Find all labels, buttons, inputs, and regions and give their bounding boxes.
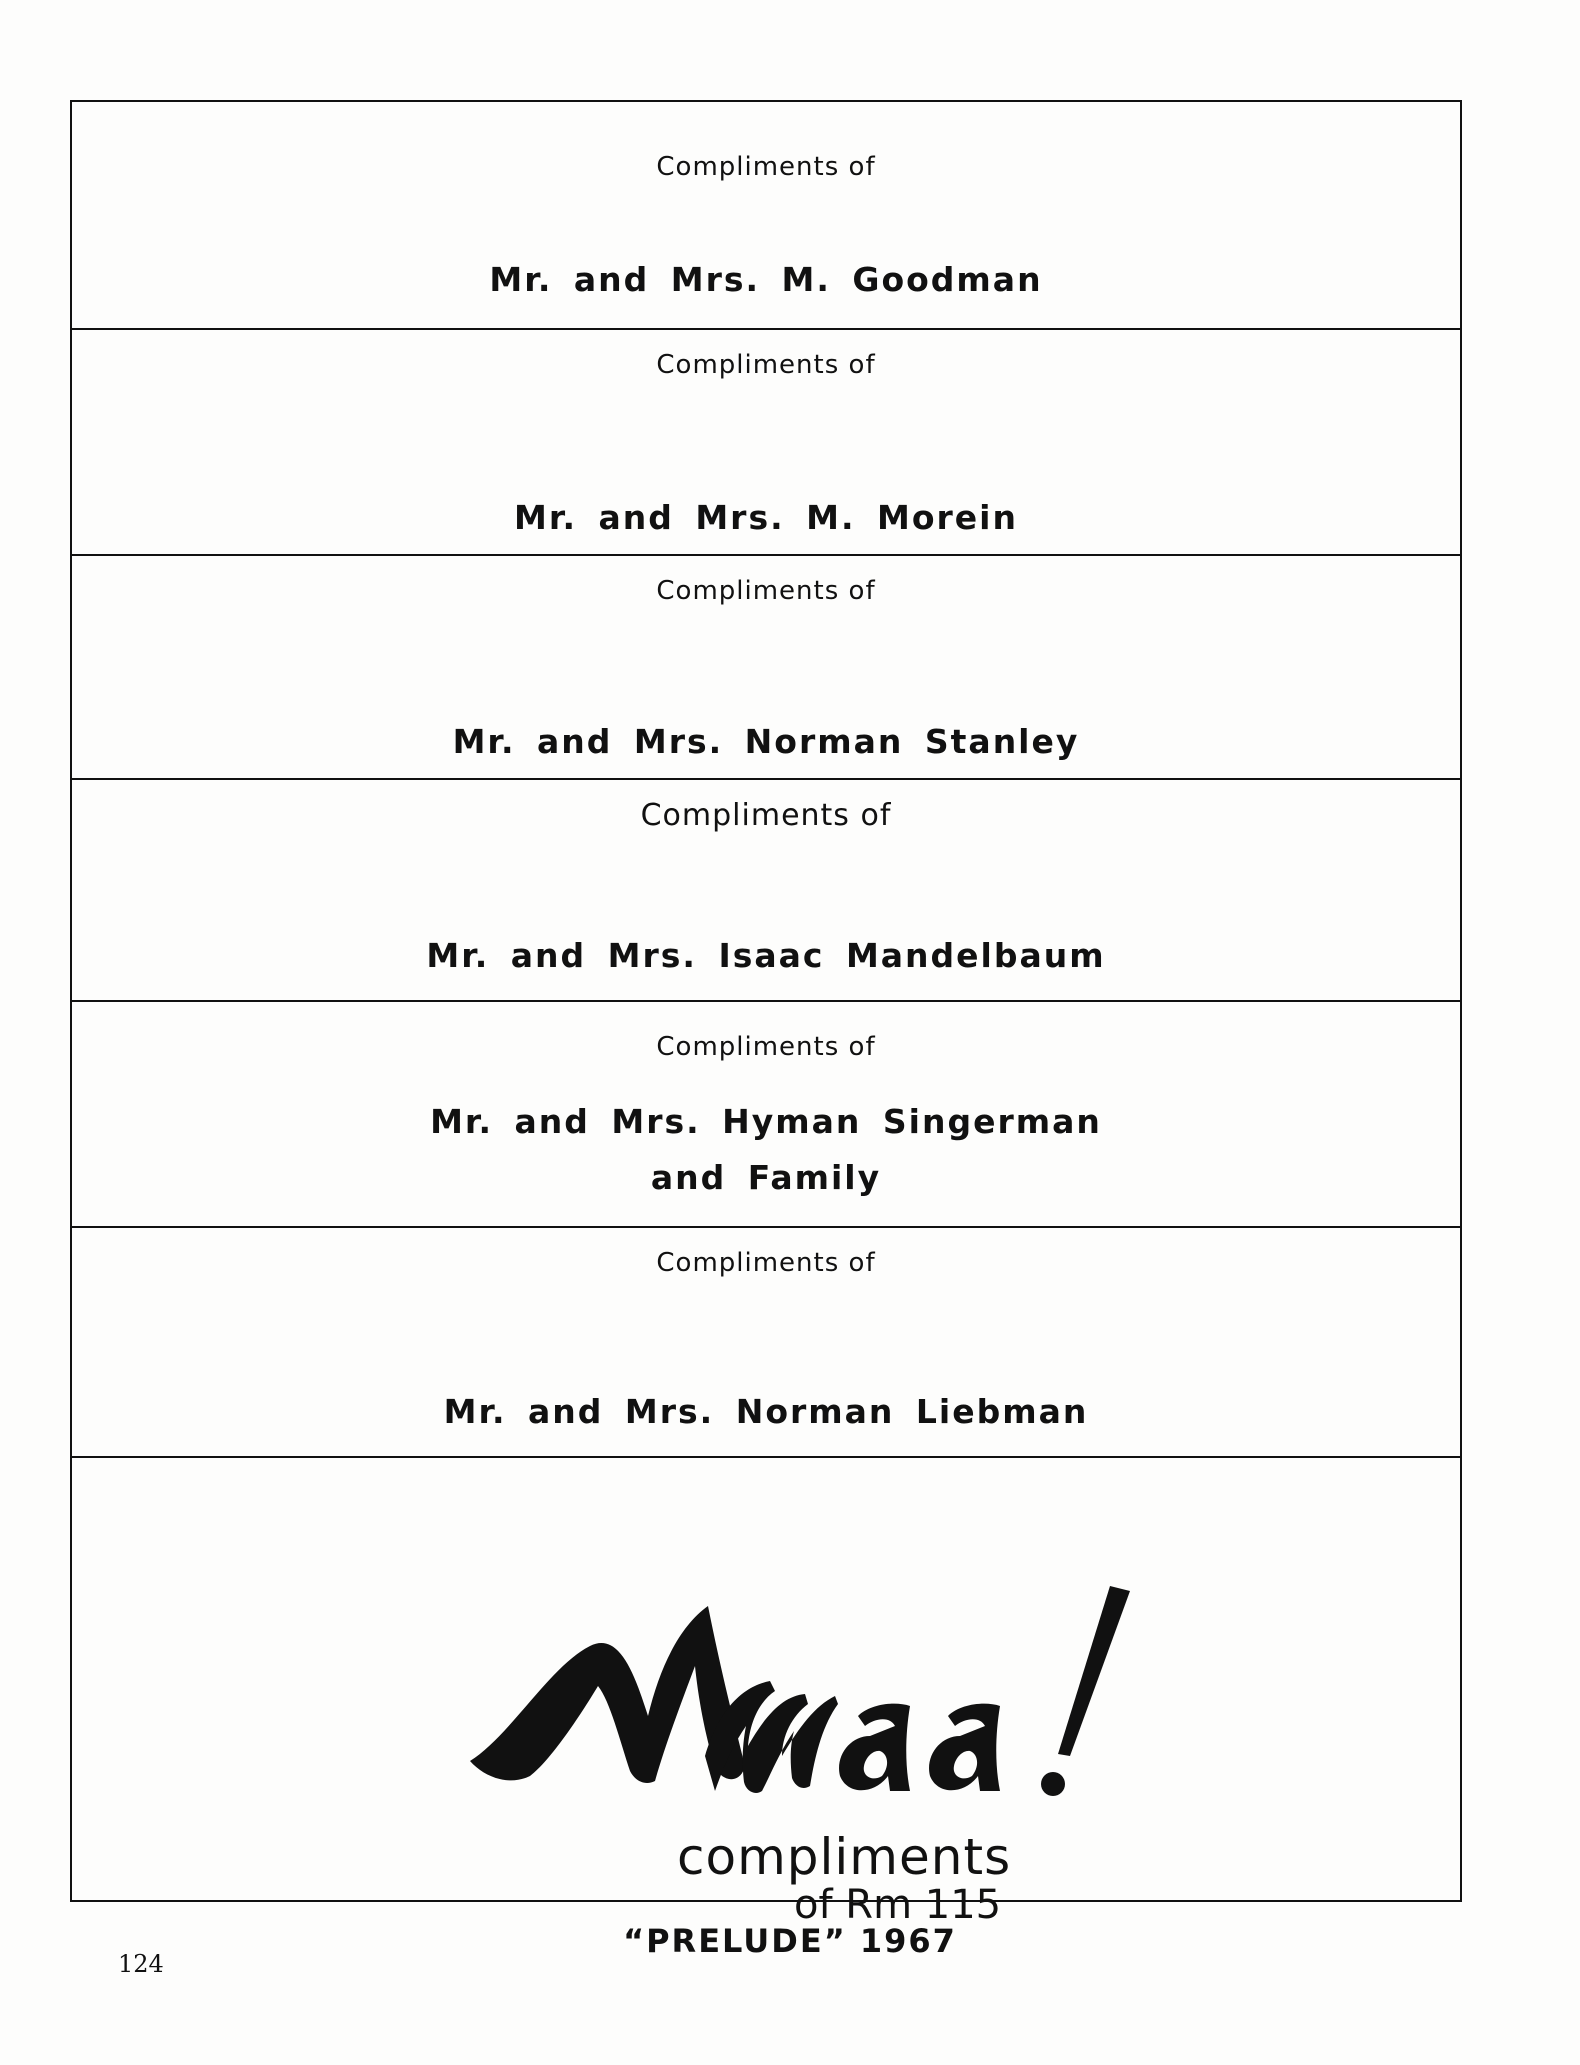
patron-name: Mr. and Mrs. Hyman Singerman (430, 1102, 1102, 1141)
ad-page-frame (70, 100, 1462, 1928)
compliments-label: Compliments of (656, 1248, 876, 1278)
rm115-ad (72, 1458, 1460, 1928)
ad-block-liebman (72, 1228, 1460, 1458)
ad-block-mandelbaum (72, 780, 1460, 1002)
patron-name: Mr. and Mrs. Norman Liebman (443, 1392, 1089, 1431)
page-number: 124 (118, 1950, 164, 1978)
patron-name: Mr. and Mrs. Isaac Mandelbaum (426, 936, 1106, 975)
patron-name: Mr. and Mrs. M. Goodman (489, 260, 1043, 299)
compliments-label: Compliments of (656, 576, 876, 606)
patron-name: Mr. and Mrs. M. Morein (514, 498, 1018, 537)
compliments-label: Compliments of (656, 1032, 876, 1062)
ad-handwritten-line1: compliments (677, 1828, 1012, 1886)
compliments-label: Compliments of (640, 798, 892, 833)
compliments-label: Compliments of (656, 152, 876, 182)
yearbook-footer-title: “PRELUDE” 1967 (623, 1922, 957, 1960)
mwaa-logo-icon (470, 1586, 1130, 1806)
ad-handwritten-line2: of Rm 115 (794, 1882, 1002, 1928)
patron-name-line2: and Family (650, 1158, 882, 1197)
ad-block-morein (72, 330, 1460, 556)
ad-block-stanley (72, 556, 1460, 780)
ad-block-singerman (72, 1002, 1460, 1228)
ad-block-goodman (72, 102, 1460, 330)
compliments-label: Compliments of (656, 350, 876, 380)
patron-name: Mr. and Mrs. Norman Stanley (452, 722, 1080, 761)
